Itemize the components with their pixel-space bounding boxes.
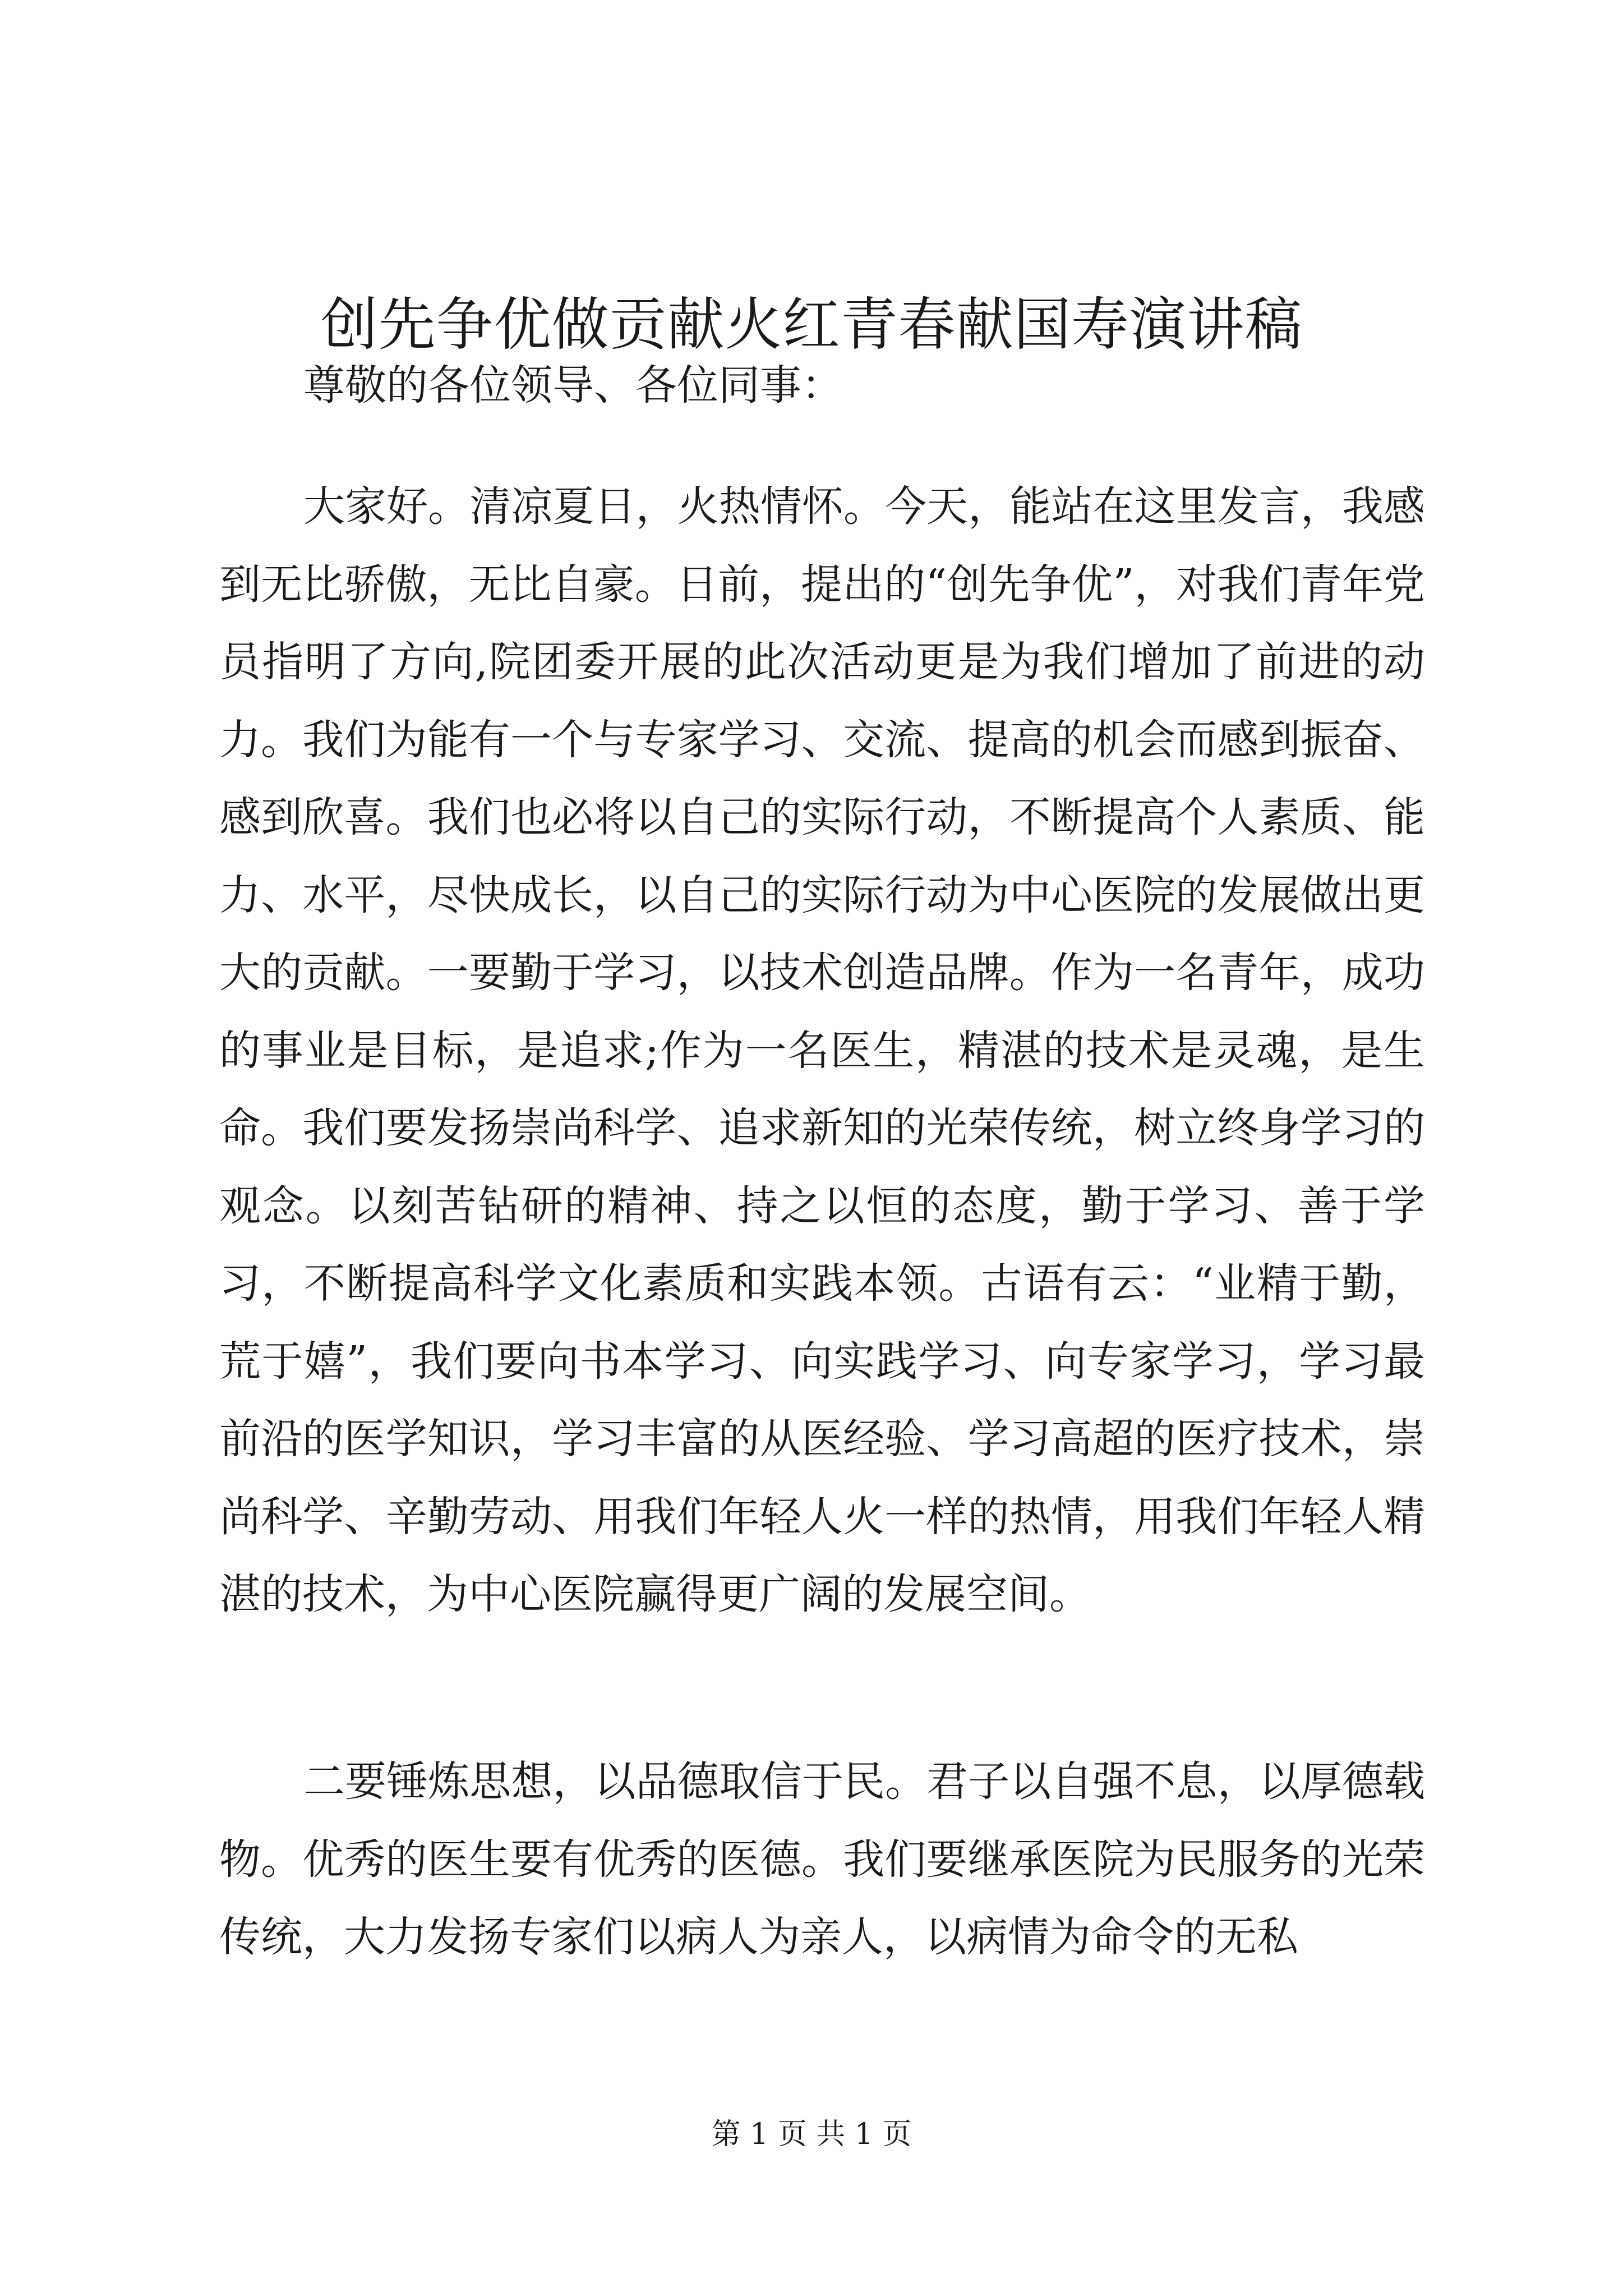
greeting-line: 尊敬的各位领导、各位同事：: [303, 361, 843, 409]
page-number-footer: 第 1 页 共 1 页: [711, 2118, 912, 2151]
paragraph-1: 大家好。清凉夏日，火热情怀。今天，能站在这里发言，我感到无比骄傲，无比自豪。日前，提出的“创先争优”，对我们青年党员指明了方向,院团委开展的此次活动更是为我们增加了前进的动力。我们为能有一个与专家学习、交流、提高的机会而感到振奋、感到欣喜。我们也必将以自己的实际行动，不断提高个人素质、能力、水平，尽快成长，以自己的实际行动为中心医院的发展做出更大的贡献。一要勤于学习，以技术创造品牌。作为一名青年，成功的事业是目标，是追求;作为一名医生，精湛的技术是灵魂，是生命。我们要发扬崇尚科学、追求新知的光荣传统，树立终身学习的观念。以刻苦钻研的精神、持之以恒的态度，勤于学习、善于学习，不断提高科学文化素质和实践本领。古语有云：“业精于勤，荒于嬉”，我们要向书本学习、向实践学习、向专家学习，学习最前沿的医学知识，学习丰富的从医经验、学习高超的医疗技术，崇尚科学、辛勤劳动、用我们年轻人火一样的热情，用我们年轻人精湛的技术，为中心医院赢得更广阔的发展空间。: [219, 482, 1425, 1618]
paragraph-2: 二要锤炼思想，以品德取信于民。君子以自强不息，以厚德载物。优秀的医生要有优秀的医德。我们要继承医院为民服务的光荣传统，大力发扬专家们以病人为亲人，以病情为命令的无私: [219, 1757, 1425, 1961]
document-title: 创先争优做贡献火红青春献国寿演讲稿: [320, 292, 1303, 358]
